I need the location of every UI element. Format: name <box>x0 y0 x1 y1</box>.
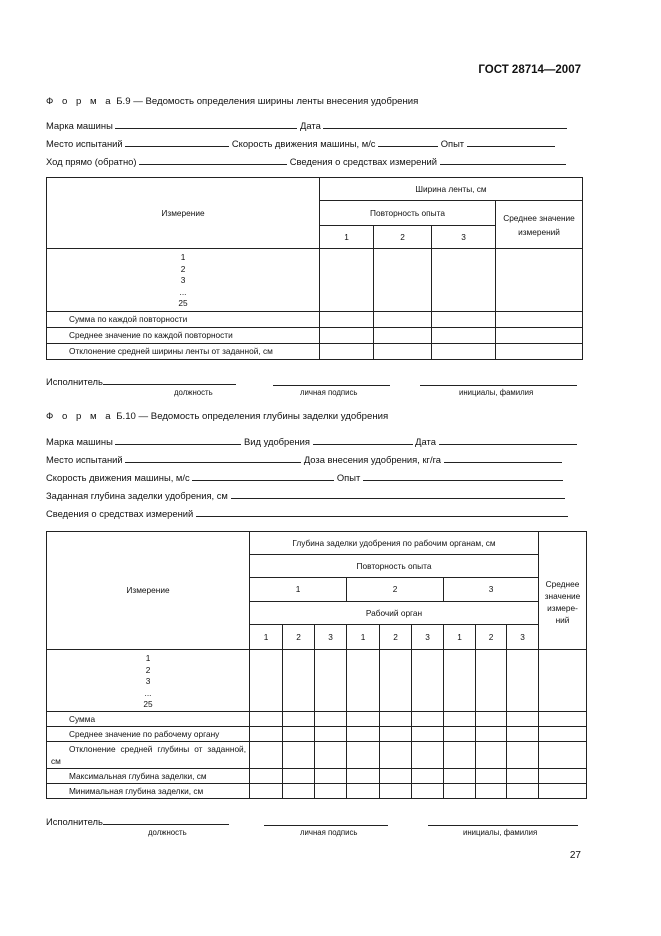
form10-title-text: Б.10 — Ведомость определения глубины заделки удобрения <box>116 411 389 422</box>
form9-title <box>46 96 418 107</box>
col-organ-2: 2 <box>283 625 315 650</box>
standard-number: ГОСТ 28714—2007 <box>478 64 581 76</box>
cell[interactable] <box>374 249 432 312</box>
row-num-3: 3 <box>145 676 151 686</box>
cell[interactable] <box>412 712 444 727</box>
col-header-depth: Глубина заделки удобрения по рабочим органам, см <box>250 532 539 555</box>
row-num-2: 2 <box>145 664 151 675</box>
cell[interactable] <box>412 727 444 742</box>
cell[interactable] <box>496 249 583 312</box>
cell[interactable] <box>444 784 476 799</box>
cell[interactable] <box>347 742 380 769</box>
cell[interactable] <box>539 742 587 769</box>
cell[interactable] <box>496 328 583 344</box>
cell[interactable] <box>374 344 432 360</box>
cell[interactable] <box>380 784 412 799</box>
col-header-repeat: Повторность опыта <box>320 201 496 226</box>
cell[interactable] <box>283 727 315 742</box>
col-rep-2: 2 <box>374 226 432 249</box>
cell[interactable] <box>347 769 380 784</box>
form9-line-2 <box>46 138 555 149</box>
col-header-repeat: Повторность опыта <box>250 555 539 578</box>
row-numbers <box>47 249 320 312</box>
field-blank-fert-type[interactable] <box>313 436 413 445</box>
row-average: Среднее значение по каждой повторности <box>47 328 320 344</box>
col-header-average: Среднее значение измерений <box>496 201 583 249</box>
field-blank-instruments[interactable] <box>440 156 566 165</box>
col-header-organ: Рабочий орган <box>250 602 539 625</box>
cell[interactable] <box>496 312 583 328</box>
name-blank[interactable] <box>420 377 577 386</box>
field-blank-dose[interactable] <box>444 454 562 463</box>
cell[interactable] <box>380 727 412 742</box>
caption-position: должность <box>148 828 187 837</box>
cell[interactable] <box>432 328 496 344</box>
col-rep-3: 3 <box>432 226 496 249</box>
form10-line-3 <box>46 472 563 483</box>
cell[interactable] <box>412 742 444 769</box>
field-blank-speed[interactable] <box>378 138 438 147</box>
field-label-place: Место испытаний <box>46 138 123 149</box>
caption-sign: личная подпись <box>300 388 358 397</box>
cell[interactable] <box>315 650 347 712</box>
row-sum: Сумма по каждой повторности <box>47 312 320 328</box>
cell[interactable] <box>347 650 380 712</box>
cell[interactable] <box>380 650 412 712</box>
cell[interactable] <box>444 769 476 784</box>
field-blank-place[interactable] <box>125 138 229 147</box>
cell[interactable] <box>380 712 412 727</box>
row-num-25: 25 <box>178 298 188 308</box>
col-header-measurement: Измерение <box>47 178 320 249</box>
caption-position: должность <box>174 388 213 397</box>
cell[interactable] <box>283 712 315 727</box>
col-organ-1: 1 <box>347 625 380 650</box>
cell[interactable] <box>283 650 315 712</box>
cell[interactable] <box>283 769 315 784</box>
cell[interactable] <box>283 742 315 769</box>
cell[interactable] <box>374 312 432 328</box>
form9-line-1 <box>46 120 567 131</box>
cell[interactable] <box>507 784 539 799</box>
form10-line-1 <box>46 436 577 447</box>
row-num-ellipsis: ... <box>179 286 187 297</box>
field-label-speed: Скорость движения машины, м/с <box>231 138 376 149</box>
field-blank-trial[interactable] <box>363 472 563 481</box>
field-label-course: Ход прямо (обратно) <box>46 156 137 167</box>
row-num-2: 2 <box>180 263 186 274</box>
form10-word: Ф о р м а <box>46 411 114 422</box>
cell[interactable] <box>412 769 444 784</box>
field-blank-place[interactable] <box>125 454 301 463</box>
form10-title <box>46 411 388 422</box>
cell[interactable] <box>315 742 347 769</box>
executor-label: Исполнитель <box>46 816 103 827</box>
cell[interactable] <box>347 727 380 742</box>
caption-name: инициалы, фамилия <box>459 388 534 397</box>
field-label-place: Место испытаний <box>46 454 123 465</box>
col-organ-3: 3 <box>315 625 347 650</box>
cell[interactable] <box>320 344 374 360</box>
executor-label: Исполнитель <box>46 376 103 387</box>
cell[interactable] <box>250 727 283 742</box>
field-label-trial: Опыт <box>440 138 465 149</box>
field-label-date: Дата <box>300 120 321 131</box>
field-label-machine: Марка машины <box>46 436 113 447</box>
cell[interactable] <box>539 784 587 799</box>
row-numbers <box>47 650 250 712</box>
row-min: Минимальная глубина заделки, см <box>47 784 250 799</box>
name-blank[interactable] <box>428 817 578 826</box>
cell[interactable] <box>507 712 539 727</box>
cell[interactable] <box>374 328 432 344</box>
row-sum: Сумма <box>47 712 250 727</box>
cell[interactable] <box>250 769 283 784</box>
field-blank-speed[interactable] <box>192 472 334 481</box>
form9-title-text: Б.9 — Ведомость определения ширины ленты внесения удобрения <box>116 96 419 107</box>
position-blank[interactable] <box>103 376 236 385</box>
cell[interactable] <box>320 328 374 344</box>
cell[interactable] <box>315 712 347 727</box>
form10-table <box>46 531 587 799</box>
col-organ-1: 1 <box>444 625 476 650</box>
cell[interactable] <box>539 650 587 712</box>
cell[interactable] <box>539 712 587 727</box>
col-organ-3: 3 <box>412 625 444 650</box>
cell[interactable] <box>432 344 496 360</box>
cell[interactable] <box>380 769 412 784</box>
field-label-dose: Доза внесения удобрения, кг/га <box>303 454 442 465</box>
field-blank-depth[interactable] <box>231 490 565 499</box>
field-label-speed: Скорость движения машины, м/с <box>46 472 190 483</box>
cell[interactable] <box>507 769 539 784</box>
field-blank-course[interactable] <box>139 156 287 165</box>
field-blank-date[interactable] <box>323 120 567 129</box>
field-blank-machine[interactable] <box>115 120 297 129</box>
col-organ-2: 2 <box>380 625 412 650</box>
form10-signature <box>46 816 229 827</box>
form9-word: Ф о р м а <box>46 96 114 107</box>
field-blank-date[interactable] <box>439 436 577 445</box>
field-label-depth: Заданная глубина заделки удобрения, см <box>46 490 228 501</box>
cell[interactable] <box>539 769 587 784</box>
cell[interactable] <box>444 727 476 742</box>
form10-line-4 <box>46 490 565 501</box>
col-rep-3: 3 <box>444 578 539 602</box>
corner-cell <box>539 532 587 555</box>
row-max: Максимальная глубина заделки, см <box>47 769 250 784</box>
cell[interactable] <box>250 784 283 799</box>
position-blank[interactable] <box>103 816 229 825</box>
cell[interactable] <box>380 742 412 769</box>
page-number: 27 <box>569 850 581 861</box>
cell[interactable] <box>320 312 374 328</box>
cell[interactable] <box>507 742 539 769</box>
cell[interactable] <box>507 727 539 742</box>
col-header-width: Ширина ленты, см <box>320 178 583 201</box>
cell[interactable] <box>476 712 507 727</box>
col-header-measurement: Измерение <box>47 532 250 650</box>
form10-line-2 <box>46 454 562 465</box>
field-label-machine: Марка машины <box>46 120 113 131</box>
cell[interactable] <box>496 344 583 360</box>
cell[interactable] <box>412 650 444 712</box>
row-deviation: Отклонение средней ширины ленты от заданной, см <box>47 344 320 360</box>
field-label-instruments: Сведения о средствах измерений <box>46 508 194 519</box>
cell[interactable] <box>476 742 507 769</box>
col-header-average: Среднее значение измере-ний <box>539 555 587 650</box>
cell[interactable] <box>432 312 496 328</box>
row-deviation <box>47 742 250 769</box>
sign-blank[interactable] <box>273 377 390 386</box>
field-label-instruments: Сведения о средствах измерений <box>289 156 437 167</box>
cell[interactable] <box>250 650 283 712</box>
form9-table <box>46 177 583 360</box>
cell[interactable] <box>315 784 347 799</box>
row-num-25: 25 <box>143 699 153 709</box>
cell[interactable] <box>444 742 476 769</box>
cell[interactable] <box>444 712 476 727</box>
cell[interactable] <box>476 784 507 799</box>
row-deviation-text: Отклонение средней глубины от заданной, см <box>51 744 246 766</box>
row-num-3: 3 <box>180 275 186 285</box>
field-blank-instruments[interactable] <box>196 508 568 517</box>
cell[interactable] <box>444 650 476 712</box>
col-organ-3: 3 <box>507 625 539 650</box>
cell[interactable] <box>315 769 347 784</box>
form9-line-3 <box>46 156 566 167</box>
cell[interactable] <box>476 769 507 784</box>
cell[interactable] <box>283 784 315 799</box>
cell[interactable] <box>347 712 380 727</box>
cell[interactable] <box>347 784 380 799</box>
cell[interactable] <box>507 650 539 712</box>
cell[interactable] <box>250 712 283 727</box>
cell[interactable] <box>539 727 587 742</box>
form9-signature <box>46 376 236 387</box>
row-num-ellipsis: ... <box>144 687 152 698</box>
row-avg-organ: Среднее значение по рабочему органу <box>47 727 250 742</box>
cell[interactable] <box>432 249 496 312</box>
row-num-1: 1 <box>145 653 151 663</box>
col-rep-1: 1 <box>250 578 347 602</box>
form10-line-5 <box>46 508 568 519</box>
cell[interactable] <box>315 727 347 742</box>
cell[interactable] <box>412 784 444 799</box>
field-label-date: Дата <box>415 436 436 447</box>
col-organ-2: 2 <box>476 625 507 650</box>
caption-sign: личная подпись <box>300 828 358 837</box>
field-label-fert-type: Вид удобрения <box>244 436 310 447</box>
field-blank-machine[interactable] <box>115 436 241 445</box>
col-rep-1: 1 <box>320 226 374 249</box>
field-blank-trial[interactable] <box>467 138 555 147</box>
cell[interactable] <box>250 742 283 769</box>
col-organ-1: 1 <box>250 625 283 650</box>
col-rep-2: 2 <box>347 578 444 602</box>
sign-blank[interactable] <box>264 817 388 826</box>
caption-name: инициалы, фамилия <box>463 828 538 837</box>
row-num-1: 1 <box>180 252 186 262</box>
cell[interactable] <box>476 727 507 742</box>
cell[interactable] <box>476 650 507 712</box>
field-label-trial: Опыт <box>336 472 361 483</box>
cell[interactable] <box>320 249 374 312</box>
